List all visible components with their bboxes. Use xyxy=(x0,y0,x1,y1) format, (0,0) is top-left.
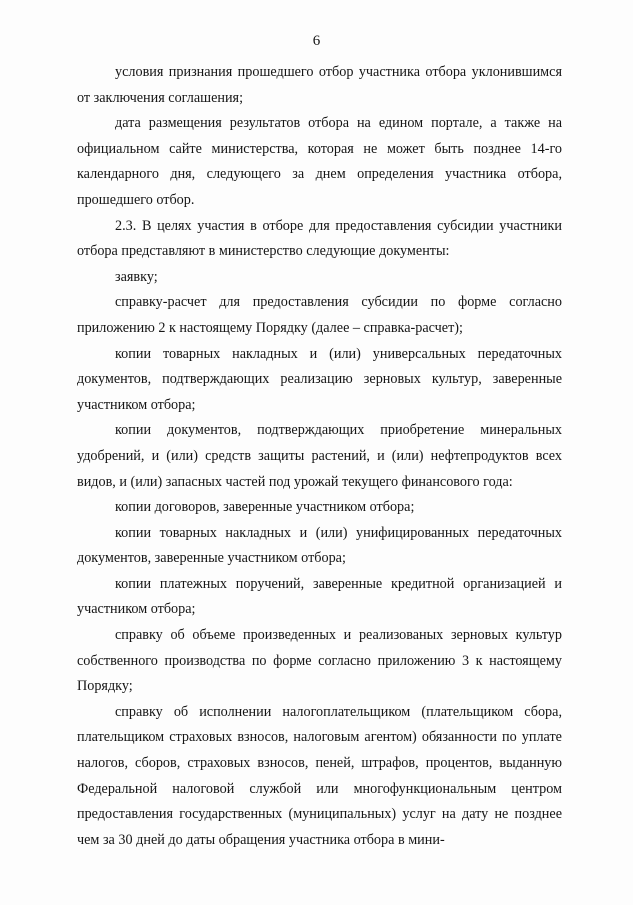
paragraph: 2.3. В целях участия в отборе для предоставления субсидии участники отбора представляют в министерство следующие документы: xyxy=(77,217,562,260)
paragraph: справку об объеме произведенных и реализованых зерновых культур собственного производства по форме согласно приложению 3 к настоящему Порядку; xyxy=(77,627,562,695)
paragraph: заявку; xyxy=(115,268,158,285)
page-number: 6 xyxy=(312,33,321,49)
document-body xyxy=(77,60,562,853)
paragraph: копии документов, подтверждающих приобретение минеральных удобрений, и (или) средств защиты растений, и (или) нефтепродуктов всех видов, и (или) запасных частей под урожай текущего финансового года: xyxy=(77,422,562,490)
paragraph: условия признания прошедшего отбор участника отбора уклонившимся от заключения соглашения; xyxy=(77,64,562,106)
paragraph: дата размещения результатов отбора на едином портале, а также на официальном сайте министерства, которая не может быть позднее 14-го календарного дня, следующего за днем определения участника отбора, прошедшего отбор. xyxy=(77,115,562,208)
paragraph: справку об исполнении налогоплательщиком (плательщиком сбора, плательщиком страховых взносов, налоговым агентом) обязанности по уплате налогов, сборов, страховых взносов, пеней, штрафов, процентов, выданную Федеральной налоговой службой или многофункциональным центром предоставления государственных (муниципальных) услуг на дату не позднее чем за 30 дней до даты обращения участника отбора в мини- xyxy=(77,703,562,848)
paragraph: справку-расчет для предоставления субсидии по форме согласно приложению 2 к настоящему Порядку (далее – справка-расчет); xyxy=(77,294,562,336)
paragraph: копии платежных поручений, заверенные кредитной организацией и участником отбора; xyxy=(77,575,562,618)
paragraph: копии товарных накладных и (или) унифицированных передаточных документов, заверенные участником отбора; xyxy=(77,524,562,567)
paragraph: копии товарных накладных и (или) универсальных передаточных документов, подтверждающих реализацию зерновых культур, заверенные участником отбора; xyxy=(77,345,562,413)
paragraph: копии договоров, заверенные участником отбора; xyxy=(115,499,415,516)
